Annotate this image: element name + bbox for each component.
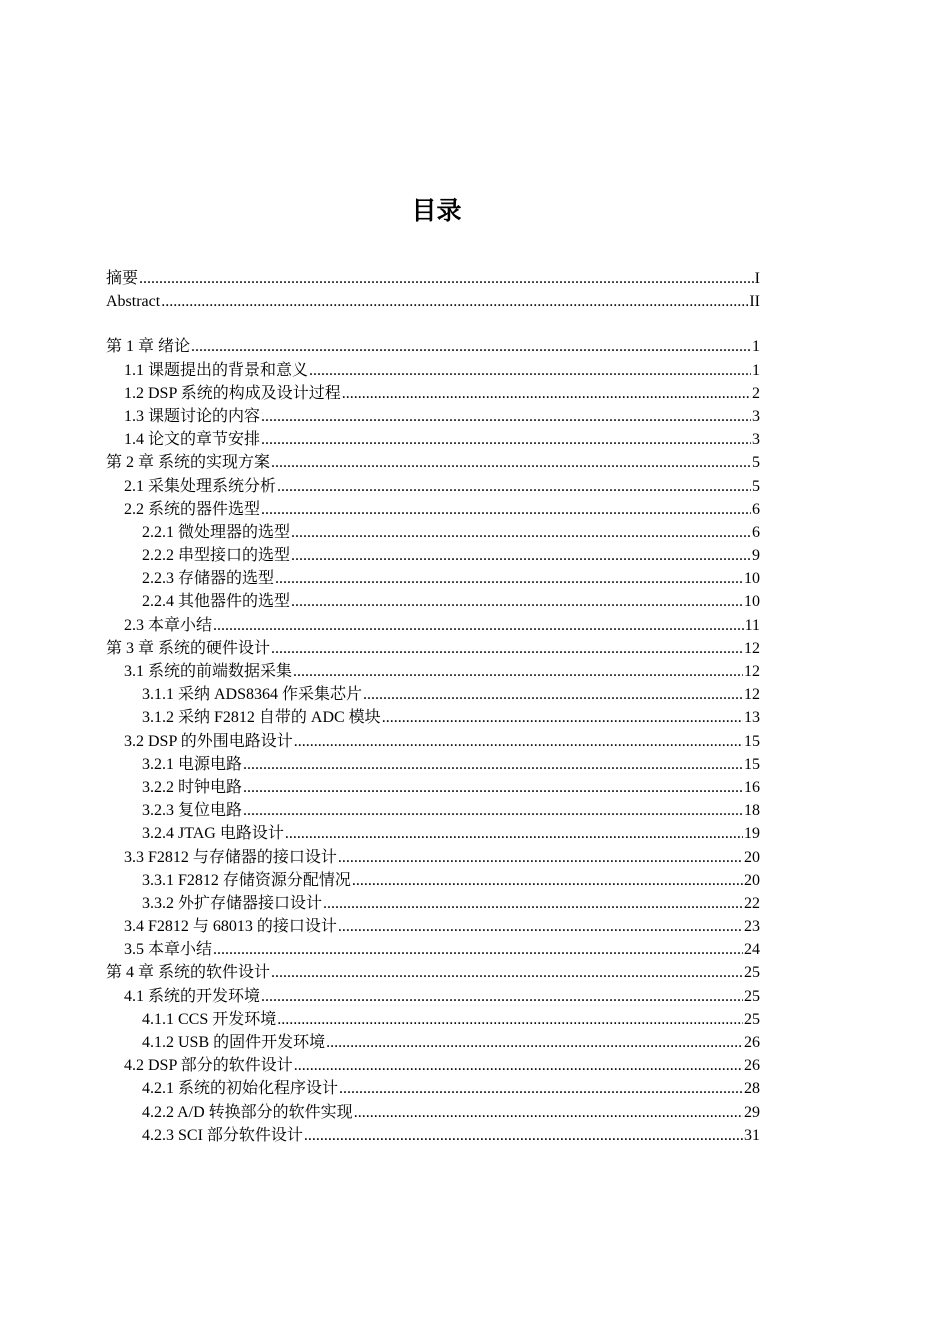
toc-entry-label: 3.5 本章小结 [124,941,213,959]
toc-page-number: 23 [744,918,760,936]
toc-dot-leader [285,822,743,845]
toc-page-number: I [754,270,760,287]
toc-entry-label: 3.3.1 F2812 存储资源分配情况 [142,871,351,889]
toc-entry[interactable] [106,567,760,590]
toc-dot-leader [338,915,743,938]
toc-entry[interactable] [106,730,760,753]
toc-entry[interactable] [106,1054,760,1077]
toc-entry[interactable] [106,776,760,799]
toc-entry[interactable] [106,382,760,405]
toc-page-number: 24 [744,941,760,959]
toc-entry[interactable] [106,475,760,498]
toc-entry-label: 3.1.2 采纳 F2812 自带的 ADC 模块 [142,709,381,727]
toc-entry[interactable] [106,614,760,637]
toc-entry-label: 4.2.3 SCI 部分软件设计 [142,1126,303,1144]
toc-entry-label: 2.2 系统的器件选型 [124,500,261,518]
toc-page-number: 29 [744,1103,760,1121]
toc-page-number: 15 [744,732,760,750]
toc-page-number: 6 [752,523,760,541]
toc-dot-leader [261,498,751,521]
toc-chapter-entry[interactable] [106,637,760,660]
toc-entry-label: 3.2.4 JTAG 电路设计 [142,825,284,843]
toc-chapter-entry[interactable] [106,961,760,984]
toc-entry-label: 3.2.3 复位电路 [142,802,243,820]
toc-entry-label: 4.1.1 CCS 开发环境 [142,1010,277,1028]
toc-entry-label: 4.1 系统的开发环境 [124,987,261,1005]
toc-dot-leader [275,567,743,590]
toc-dot-leader [304,1124,743,1147]
toc-page-number: 5 [752,454,760,472]
toc-entry-label: 3.1.1 采纳 ADS8364 作采集芯片 [142,686,363,704]
toc-entry[interactable] [106,660,760,683]
toc-page-number: 28 [744,1080,760,1098]
toc-dot-leader [363,683,743,706]
toc-entry[interactable] [106,405,760,428]
toc-dot-leader [261,985,743,1008]
toc-page-number: 12 [744,663,760,680]
toc-dot-leader [294,730,743,753]
toc-entry-label: 2.2.1 微处理器的选型 [142,523,291,541]
toc-page-number: 10 [744,570,760,588]
toc-page-number: 22 [744,894,760,912]
toc-page-number: 12 [744,639,760,657]
toc-entry[interactable] [106,1124,760,1147]
toc-dot-leader [271,637,743,660]
toc-dot-leader [338,846,743,869]
toc-entry[interactable] [106,892,760,915]
toc-page-number: 12 [744,686,760,704]
toc-dot-leader [326,1031,743,1054]
toc-dot-leader [261,428,751,451]
toc-dot-leader [352,869,743,892]
toc-entry[interactable] [106,428,760,451]
toc-page-number: 3 [752,407,760,425]
toc-dot-leader [354,1101,743,1124]
toc-dot-leader [271,451,751,474]
toc-dot-leader [191,335,751,358]
toc-dot-leader [277,475,751,498]
toc-entry[interactable] [106,799,760,822]
toc-page-number: 13 [744,709,760,727]
toc-page-number: 18 [744,802,760,820]
toc-entry[interactable] [106,869,760,892]
toc-page-number: 6 [752,500,760,518]
toc-entry-label: 3.2.2 时钟电路 [142,778,243,796]
toc-entry-label: Abstract [106,293,161,311]
toc-entry[interactable] [106,846,760,869]
toc-dot-leader [309,359,751,382]
toc-dot-leader [271,961,743,984]
toc-entry-label: 2.3 本章小结 [124,616,213,634]
toc-entry-label: 第 3 章 系统的硬件设计 [106,639,271,657]
toc-entry-label: 2.2.2 串型接口的选型 [142,547,291,565]
toc-page-number: II [749,293,760,311]
toc-dot-leader [294,1054,743,1077]
toc-dot-leader [243,776,743,799]
toc-page-number: 2 [752,384,760,402]
toc-dot-leader [161,290,748,313]
toc-dot-leader [213,614,744,637]
toc-entry-label: 2.2.3 存储器的选型 [142,570,275,588]
toc-entry[interactable] [106,1031,760,1054]
toc-dot-leader [342,382,751,405]
toc-entry-label: 4.1.2 USB 的固件开发环境 [142,1034,326,1051]
toc-entry-label: 3.2.1 电源电路 [142,755,243,773]
toc-entry[interactable] [106,915,760,938]
toc-entry-label: 3.4 F2812 与 68013 的接口设计 [124,918,337,936]
toc-page-number: 31 [744,1126,760,1144]
toc-entry-label: 1.2 DSP 系统的构成及设计过程 [124,384,341,402]
toc-entry-label: 3.2 DSP 的外围电路设计 [124,732,293,750]
toc-dot-leader [243,799,743,822]
toc-entry[interactable] [106,521,760,544]
toc-entry-label: 4.2.2 A/D 转换部分的软件实现 [142,1103,353,1121]
toc-page-number: 9 [752,547,760,565]
toc-dot-leader [243,753,743,776]
toc-page-number: 19 [744,825,760,843]
toc-page-number: 1 [752,361,760,379]
toc-dot-leader [291,544,751,567]
toc-entry-label: 3.1 系统的前端数据采集 [124,663,293,680]
toc-page-number: 26 [744,1057,760,1075]
toc-dot-leader [291,590,743,613]
toc-dot-leader [323,892,743,915]
toc-page-number: 1 [752,338,760,356]
toc-entry[interactable] [106,683,760,706]
toc-entry-label: 第 2 章 系统的实现方案 [106,454,271,472]
toc-chapter-entry[interactable] [106,451,760,474]
toc-entry-label: 第 1 章 绪论 [106,338,191,356]
toc-entry[interactable] [106,290,760,313]
toc-entry[interactable] [106,267,760,290]
toc-entry[interactable] [106,590,760,613]
toc-entry[interactable] [106,1101,760,1124]
toc-entry-label: 1.4 论文的章节安排 [124,431,261,449]
toc-entry[interactable] [106,822,760,845]
toc-page-number: 16 [744,778,760,796]
toc-entry[interactable] [106,938,760,961]
toc-chapter-entry[interactable] [106,335,760,358]
toc-page-number: 20 [744,871,760,889]
toc-entry[interactable] [106,1077,760,1100]
toc-dot-leader [277,1008,743,1031]
toc-dot-leader [213,938,743,961]
toc-entry[interactable] [106,1008,760,1031]
toc-page-number: 3 [752,431,760,449]
toc-page-number: 15 [744,755,760,773]
toc-page-number: 25 [744,987,760,1005]
toc-dot-leader [261,405,751,428]
toc-entry[interactable] [106,985,760,1008]
toc-dot-leader [291,521,751,544]
toc-entry[interactable] [106,359,760,382]
toc-page-number: 20 [744,848,760,866]
toc-dot-leader [293,660,743,683]
toc-entry[interactable] [106,753,760,776]
toc-entry-label: 第 4 章 系统的软件设计 [106,964,271,982]
toc-entry-label: 3.3.2 外扩存储器接口设计 [142,894,323,912]
toc-dot-leader [139,267,754,290]
toc-entry-label: 摘要 [106,270,139,287]
toc-entry-label: 1.1 课题提出的背景和意义 [124,361,309,379]
toc-entry-label: 1.3 课题讨论的内容 [124,407,261,425]
toc-page-number: 25 [744,964,760,982]
toc-entry[interactable] [106,544,760,567]
toc-entry-label: 3.3 F2812 与存储器的接口设计 [124,848,337,866]
page-title: 目录 [411,196,462,225]
toc-dot-leader [339,1077,743,1100]
toc-entry-label: 2.1 采集处理系统分析 [124,477,277,495]
toc-entry-label: 4.2 DSP 部分的软件设计 [124,1057,293,1075]
table-of-contents [106,267,760,1147]
toc-entry-label: 4.2.1 系统的初始化程序设计 [142,1080,339,1098]
toc-page-number: 26 [744,1034,760,1051]
toc-page-number: 25 [744,1010,760,1028]
toc-entry[interactable] [106,706,760,729]
toc-entry[interactable] [106,498,760,521]
toc-page-number: 10 [744,593,760,611]
toc-dot-leader [382,706,743,729]
toc-page-number: 11 [744,616,760,634]
toc-page-number: 5 [752,477,760,495]
toc-entry-label: 2.2.4 其他器件的选型 [142,593,291,611]
